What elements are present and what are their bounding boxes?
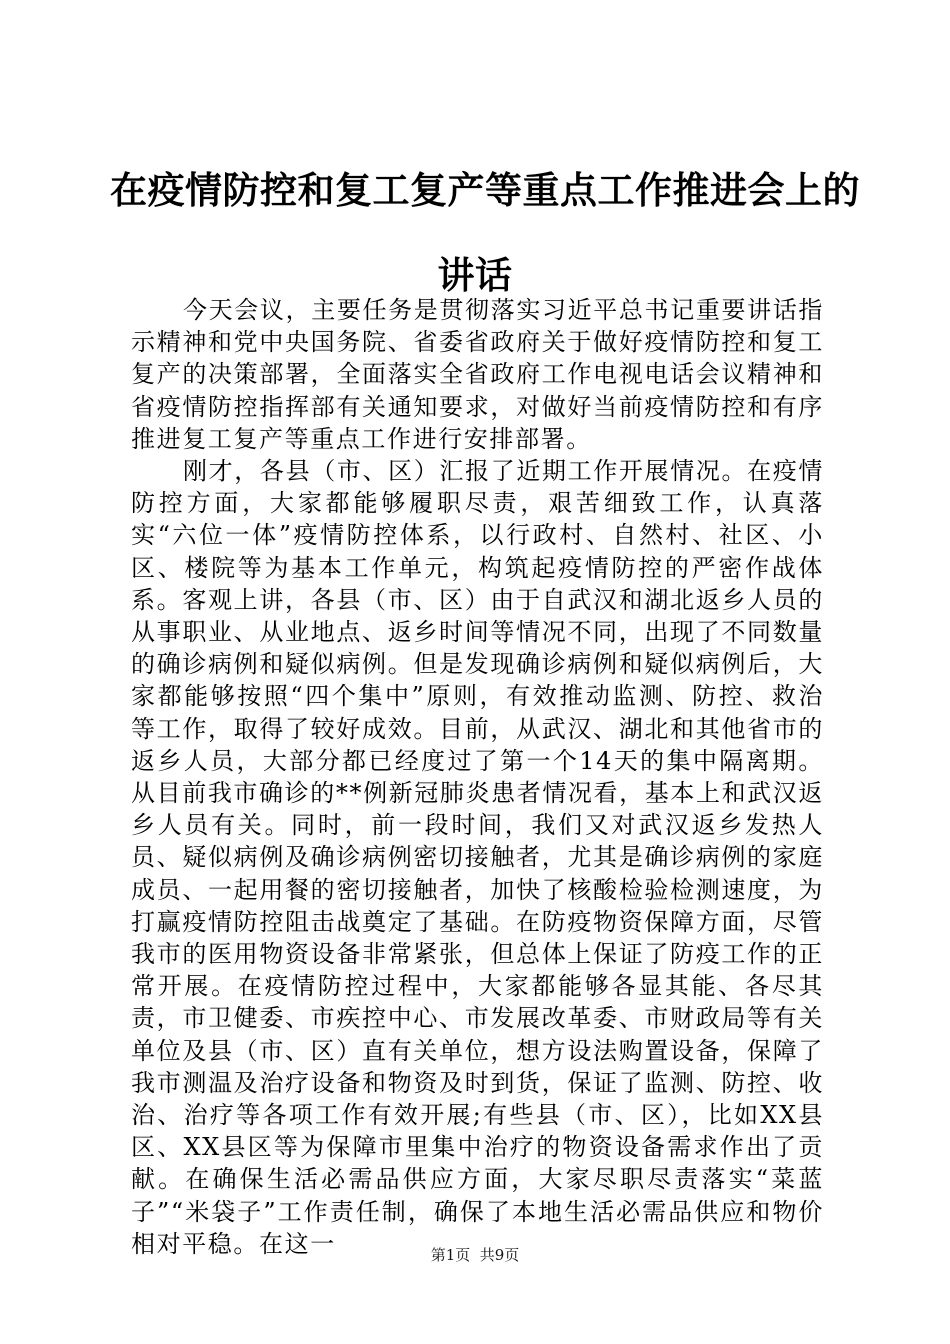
document-body <box>131 294 824 1260</box>
document-title-line-2: 讲话 <box>437 253 513 297</box>
page-number-label: 第1页 共9页 <box>430 1246 520 1264</box>
paragraph-2: 刚才，各县（市、区）汇报了近期工作开展情况。在疫情防控方面，大家都能够履职尽责，艰苦细致工作，认真落实“六位一体”疫情防控体系，以行政村、自然村、社区、小区、楼院等为基本工作单元，构筑起疫情防控的严密作战体系。客观上讲，各县（市、区）由于自武汉和湖北返乡人员的从事职业、从业地点、返乡时间等情况不同，出现了不同数量的确诊病例和疑似病例。但是发现确诊病例和疑似病例后，大家都能够按照“四个集中”原则，有效推动监测、防控、救治等工作，取得了较好成效。目前，从武汉、湖北和其他省市的返乡人员，大部分都已经度过了第一个14天的集中隔离期。从目前我市确诊的**例新冠肺炎患者情况看，基本上和武汉返乡人员有关。同时，前一段时间，我们又对武汉返乡发热人员、疑似病例及确诊病例密切接触者，尤其是确诊病例的家庭成员、一起用餐的密切接触者，加快了核酸检验检测速度，为打赢疫情防控阻击战奠定了基础。在防疫物资保障方面，尽管我市的医用物资设备非常紧张，但总体上保证了防疫工作的正常开展。在疫情防控过程中，大家都能够各显其能、各尽其责，市卫健委、市疾控中心、市发展改革委、市财政局等有关单位及县（市、区）直有关单位，想方设法购置设备，保障了我市测温及治疗设备和物资及时到货，保证了监测、防控、收治、治疗等各项工作有效开展;有些县（市、区），比如XX县区、XX县区等为保障市里集中治疗的物资设备需求作出了贡献。在确保生活必需品供应方面，大家尽职尽责落实“菜蓝子”“米袋子”工作责任制，确保了本地生活必需品供应和物价相对平稳。在这一 <box>131 457 824 1258</box>
page-footer <box>0 1244 950 1265</box>
document-title-line-1: 在疫情防控和复工复产等重点工作推进会上的 <box>110 168 860 212</box>
paragraph-1: 今天会议，主要任务是贯彻落实习近平总书记重要讲话指示精神和党中央国务院、省委省政府关于做好疫情防控和复工复产的决策部署，全面落实全省政府工作电视电话会议精神和省疫情防控指挥部有关通知要求，对做好当前疫情防控和有序推进复工复产等重点工作进行安排部署。 <box>131 296 824 453</box>
